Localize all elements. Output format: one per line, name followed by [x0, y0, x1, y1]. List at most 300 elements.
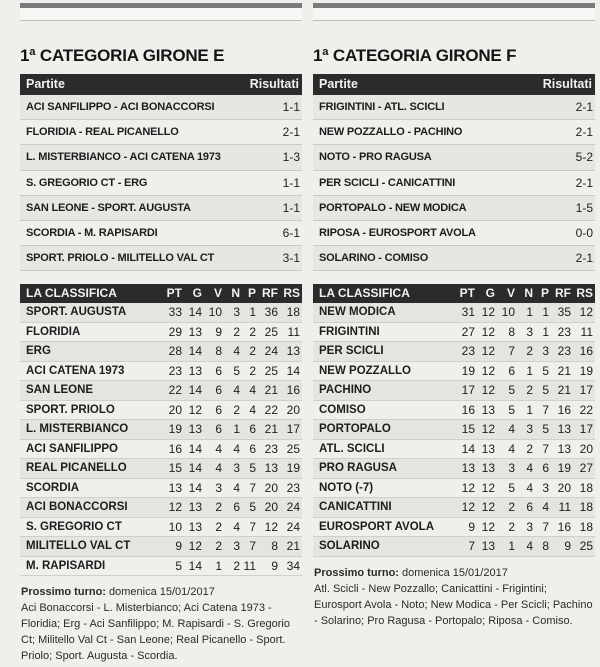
stat-cell: 2 [249, 324, 256, 339]
stat-cell: 22 [264, 402, 278, 417]
stat-cell: 24 [286, 500, 300, 515]
table-row [313, 459, 595, 479]
team-name: EUROSPORT AVOLA [319, 520, 435, 533]
stat-cell: 5 [249, 461, 256, 476]
stat-cell: 9 [215, 324, 222, 339]
column-header: RS [283, 286, 300, 301]
team-name: PRO RAGUSA [319, 462, 397, 475]
stat-cell: 3 [542, 344, 549, 359]
stat-cell: 3 [233, 539, 240, 554]
stat-cell: 6 [233, 500, 240, 515]
match-row [20, 171, 302, 196]
match-row [20, 95, 302, 120]
stat-cell: 2 [526, 383, 533, 398]
stat-cell: 19 [557, 461, 571, 476]
team-name: PER SCICLI [319, 345, 384, 358]
table-row [20, 323, 302, 343]
stat-cell: 12 [481, 324, 495, 339]
stat-cell: 8 [271, 539, 278, 554]
table-row [313, 342, 595, 362]
stat-cell: 25 [264, 363, 278, 378]
stat-cell: 13 [188, 500, 202, 515]
stat-cell: 14 [188, 441, 202, 456]
spacer [20, 271, 302, 284]
stat-cell: 4 [233, 519, 240, 534]
match-result: 1-1 [282, 200, 300, 215]
stat-cell: 3 [526, 422, 533, 437]
stat-cell: 1 [542, 324, 549, 339]
match-row [313, 95, 595, 120]
team-name: COMISO [319, 403, 366, 416]
match-row [313, 171, 595, 196]
column-header: RS [576, 286, 593, 301]
matches-header [313, 74, 595, 95]
stat-cell: 5 [175, 558, 182, 573]
stat-cell: 21 [557, 363, 571, 378]
stat-cell: 12 [264, 519, 278, 534]
stat-cell: 4 [233, 344, 240, 359]
stat-cell: 5 [542, 422, 549, 437]
results-header-label: Risultati [542, 77, 592, 91]
stat-cell: 19 [286, 461, 300, 476]
stat-cell: 23 [557, 344, 571, 359]
stat-cell: 21 [264, 383, 278, 398]
column-header: N [524, 286, 533, 301]
team-name: ATL. SCICLI [319, 442, 385, 455]
stat-cell: 21 [286, 539, 300, 554]
stat-cell: 23 [557, 324, 571, 339]
stat-cell: 14 [188, 480, 202, 495]
stat-cell: 7 [468, 539, 475, 554]
stat-cell: 4 [233, 441, 240, 456]
stat-cell: 5 [508, 402, 515, 417]
match-result: 2-1 [575, 175, 593, 190]
stat-cell: 6 [542, 461, 549, 476]
stat-cell: 4 [508, 422, 515, 437]
stat-cell: 1 [233, 422, 240, 437]
column-header: P [247, 286, 256, 301]
table-row [20, 381, 302, 401]
stat-cell: 12 [481, 344, 495, 359]
table-row [313, 303, 595, 323]
stat-cell: 13 [264, 461, 278, 476]
stat-cell: 7 [249, 480, 256, 495]
stat-cell: 21 [557, 383, 571, 398]
stat-cell: 20 [264, 500, 278, 515]
match-result: 2-1 [282, 125, 300, 140]
stat-cell: 17 [579, 422, 593, 437]
stat-cell: 18 [579, 519, 593, 534]
stat-cell: 12 [188, 539, 202, 554]
stat-cell: 16 [557, 402, 571, 417]
stat-cell: 12 [481, 500, 495, 515]
next-round-label: Prossimo turno: [21, 586, 106, 599]
stat-cell: 4 [215, 441, 222, 456]
stat-cell: 6 [526, 500, 533, 515]
stat-cell: 2 [233, 558, 240, 573]
column-header: PT [166, 286, 182, 301]
stat-cell: 13 [481, 461, 495, 476]
stat-cell: 2 [526, 441, 533, 456]
stat-cell: 7 [542, 402, 549, 417]
top-rule [20, 3, 302, 21]
column-header: RF [262, 286, 278, 301]
column-header: V [213, 286, 222, 301]
stat-cell: 2 [233, 324, 240, 339]
column-header: N [231, 286, 240, 301]
stat-cell: 12 [461, 480, 475, 495]
stat-cell: 20 [286, 402, 300, 417]
stat-cell: 23 [461, 344, 475, 359]
stat-cell: 5 [542, 383, 549, 398]
matches-list [313, 95, 595, 271]
stat-cell: 13 [188, 422, 202, 437]
column-header: G [485, 286, 495, 301]
stat-cell: 12 [481, 383, 495, 398]
stat-cell: 2 [249, 363, 256, 378]
table-row [20, 498, 302, 518]
stat-cell: 27 [461, 324, 475, 339]
stat-cell: 5 [249, 500, 256, 515]
next-round-fixtures: Atl. Scicli - New Pozzallo; Canicattini - Frigintini; Eurosport Avola - Noto; New Modica - Per Scicli; Pachino - Solarino; Pro Ragusa - Portopalo; Riposa - Comiso. [314, 582, 593, 627]
stat-cell: 3 [542, 480, 549, 495]
stat-cell: 5 [508, 383, 515, 398]
spacer [313, 271, 595, 284]
match-result: 2-1 [575, 125, 593, 140]
stat-cell: 13 [557, 441, 571, 456]
stat-cell: 3 [233, 461, 240, 476]
table-row [313, 518, 595, 538]
standings-table [20, 303, 302, 576]
standings-header [313, 284, 595, 303]
match-row [20, 246, 302, 271]
team-name: ACI SANFILIPPO [26, 442, 119, 455]
team-name: ACI BONACCORSI [26, 501, 128, 514]
stat-cell: 12 [188, 402, 202, 417]
standings-title: LA CLASSIFICA [319, 286, 410, 301]
stat-cell: 9 [564, 539, 571, 554]
team-name: PACHINO [319, 384, 372, 397]
table-row [313, 479, 595, 499]
section-title: 1ª CATEGORIA GIRONE E [20, 46, 225, 65]
table-row [20, 557, 302, 577]
table-row [313, 362, 595, 382]
stat-cell: 4 [249, 402, 256, 417]
stat-cell: 12 [481, 480, 495, 495]
table-row [20, 440, 302, 460]
column-header: RF [555, 286, 571, 301]
stat-cell: 25 [579, 539, 593, 554]
stat-cell: 14 [188, 383, 202, 398]
stat-cell: 13 [188, 324, 202, 339]
stat-cell: 13 [286, 344, 300, 359]
standings-header [20, 284, 302, 303]
table-row [313, 420, 595, 440]
stat-cell: 4 [249, 383, 256, 398]
table-row [20, 342, 302, 362]
matches-header-label: Partite [26, 77, 65, 91]
stat-cell: 20 [264, 480, 278, 495]
stat-cell: 14 [188, 344, 202, 359]
stat-cell: 10 [168, 519, 182, 534]
team-name: PORTOPALO [319, 423, 391, 436]
stat-cell: 12 [461, 500, 475, 515]
table-row [313, 401, 595, 421]
table-row [20, 518, 302, 538]
match-row [313, 221, 595, 246]
stat-cell: 4 [233, 480, 240, 495]
stat-cell: 19 [461, 363, 475, 378]
standings-title: LA CLASSIFICA [26, 286, 117, 301]
stat-cell: 2 [249, 344, 256, 359]
stat-cell: 16 [286, 383, 300, 398]
match-teams: SOLARINO - COMISO [319, 252, 429, 265]
stat-cell: 18 [579, 480, 593, 495]
stat-cell: 7 [542, 441, 549, 456]
stat-cell: 15 [461, 422, 475, 437]
stat-cell: 12 [481, 519, 495, 534]
match-row [313, 246, 595, 271]
stat-cell: 16 [557, 519, 571, 534]
team-name: REAL PICANELLO [26, 462, 127, 475]
stat-cell: 6 [215, 383, 222, 398]
table-row [313, 537, 595, 557]
next-round [313, 565, 595, 629]
stat-cell: 16 [579, 344, 593, 359]
stat-cell: 7 [249, 539, 256, 554]
stat-cell: 33 [168, 305, 182, 320]
stat-cell: 2 [215, 500, 222, 515]
stat-cell: 2 [215, 519, 222, 534]
stat-cell: 20 [168, 402, 182, 417]
stat-cell: 4 [233, 383, 240, 398]
team-name: FRIGINTINI [319, 325, 380, 338]
top-rule [313, 3, 595, 21]
match-row [313, 196, 595, 221]
stat-cell: 4 [526, 539, 533, 554]
stat-cell: 4 [508, 441, 515, 456]
stat-cell: 20 [579, 441, 593, 456]
team-name: FLORIDIA [26, 325, 81, 338]
stat-cell: 3 [233, 305, 240, 320]
match-teams: ACI SANFILIPPO - ACI BONACCORSI [26, 101, 215, 114]
stat-cell: 13 [481, 539, 495, 554]
stat-cell: 10 [501, 305, 515, 320]
stat-cell: 25 [264, 324, 278, 339]
team-name: SOLARINO [319, 540, 380, 553]
match-row [20, 196, 302, 221]
stat-cell: 4 [526, 461, 533, 476]
stat-cell: 28 [168, 344, 182, 359]
table-row [20, 479, 302, 499]
stat-cell: 18 [286, 305, 300, 320]
stat-cell: 17 [461, 383, 475, 398]
stat-cell: 14 [188, 461, 202, 476]
stat-cell: 5 [233, 363, 240, 378]
match-row [20, 120, 302, 145]
matches-header-label: Partite [319, 77, 358, 91]
stat-cell: 6 [215, 363, 222, 378]
matches-list [20, 95, 302, 271]
stat-cell: 17 [579, 383, 593, 398]
team-name: S. GREGORIO CT [26, 520, 122, 533]
stat-cell: 14 [286, 363, 300, 378]
column-header: P [540, 286, 549, 301]
stat-cell: 9 [271, 558, 278, 573]
stat-cell: 4 [542, 500, 549, 515]
match-result: 1-1 [282, 100, 300, 115]
match-teams: SCORDIA - M. RAPISARDI [26, 227, 158, 240]
stat-cell: 31 [461, 305, 475, 320]
stat-cell: 3 [526, 324, 533, 339]
stat-cell: 16 [461, 402, 475, 417]
stat-cell: 1 [215, 558, 222, 573]
girone-e-column [20, 0, 302, 664]
stat-cell: 1 [526, 305, 533, 320]
stat-cell: 12 [481, 305, 495, 320]
match-teams: NOTO - PRO RAGUSA [319, 151, 432, 164]
standings-table [313, 303, 595, 557]
stat-cell: 4 [215, 461, 222, 476]
match-teams: PER SCICLI - CANICATTINI [319, 176, 456, 189]
stat-cell: 8 [542, 539, 549, 554]
column-header: G [192, 286, 202, 301]
stat-cell: 9 [175, 539, 182, 554]
match-result: 1-1 [282, 175, 300, 190]
stat-cell: 3 [508, 461, 515, 476]
match-result: 0-0 [575, 226, 593, 241]
stat-cell: 2 [215, 539, 222, 554]
stat-cell: 14 [188, 305, 202, 320]
match-result: 2-1 [575, 100, 593, 115]
next-round-fixtures: Aci Bonaccorsi - L. Misterbianco; Aci Catena 1973 - Floridia; Erg - Aci Sanfilippo; M. Rapisardi - S. Gregorio Ct; Militello Val Ct - San Leone; Real Picanello - Sport. Priolo; Sport. Augusta - Scordia. [21, 602, 290, 663]
match-row [313, 145, 595, 170]
stat-cell: 13 [481, 402, 495, 417]
section-title: 1ª CATEGORIA GIRONE F [313, 46, 517, 65]
table-row [20, 420, 302, 440]
stat-cell: 27 [579, 461, 593, 476]
stat-cell: 4 [526, 480, 533, 495]
stat-cell: 18 [579, 500, 593, 515]
team-name: NEW MODICA [319, 306, 396, 319]
match-result: 6-1 [282, 226, 300, 241]
stat-cell: 35 [557, 305, 571, 320]
table-row [20, 459, 302, 479]
stat-cell: 1 [508, 539, 515, 554]
stat-cell: 12 [481, 422, 495, 437]
match-teams: NEW POZZALLO - PACHINO [319, 126, 463, 139]
match-teams: S. GREGORIO CT - ERG [26, 176, 148, 189]
table-row [313, 498, 595, 518]
stat-cell: 22 [579, 402, 593, 417]
stat-cell: 13 [461, 461, 475, 476]
stat-cell: 20 [557, 480, 571, 495]
stat-cell: 23 [264, 441, 278, 456]
match-row [20, 221, 302, 246]
stat-cell: 1 [249, 305, 256, 320]
stat-cell: 24 [286, 519, 300, 534]
stat-cell: 6 [249, 422, 256, 437]
stat-cell: 8 [508, 324, 515, 339]
stat-cell: 5 [542, 363, 549, 378]
stat-cell: 7 [508, 344, 515, 359]
stat-cell: 25 [286, 441, 300, 456]
stat-cell: 2 [508, 500, 515, 515]
stat-cell: 23 [286, 480, 300, 495]
stat-cell: 1 [526, 363, 533, 378]
stat-cell: 13 [188, 363, 202, 378]
table-row [313, 440, 595, 460]
stat-cell: 19 [168, 422, 182, 437]
stat-cell: 14 [461, 441, 475, 456]
stat-cell: 6 [215, 402, 222, 417]
stat-cell: 6 [215, 422, 222, 437]
match-result: 3-1 [282, 251, 300, 266]
match-result: 1-3 [282, 150, 300, 165]
table-row [313, 323, 595, 343]
match-teams: RIPOSA - EUROSPORT AVOLA [319, 227, 476, 240]
team-name: SAN LEONE [26, 384, 94, 397]
stat-cell: 17 [286, 422, 300, 437]
match-row [313, 120, 595, 145]
match-teams: FLORIDIA - REAL PICANELLO [26, 126, 179, 139]
table-row [20, 303, 302, 323]
table-row [20, 362, 302, 382]
stat-cell: 11 [558, 500, 571, 515]
match-teams: FRIGINTINI - ATL. SCICLI [319, 101, 445, 114]
match-teams: PORTOPALO - NEW MODICA [319, 201, 467, 214]
stat-cell: 2 [526, 344, 533, 359]
stat-cell: 11 [287, 324, 300, 339]
stat-cell: 10 [208, 305, 222, 320]
team-name: M. RAPISARDI [26, 559, 106, 572]
stat-cell: 13 [557, 422, 571, 437]
next-round-label: Prossimo turno: [314, 566, 399, 579]
stat-cell: 22 [168, 383, 182, 398]
stat-cell: 1 [542, 305, 549, 320]
stat-cell: 13 [481, 441, 495, 456]
column-header: V [506, 286, 515, 301]
table-row [20, 537, 302, 557]
stat-cell: 13 [188, 519, 202, 534]
stat-cell: 12 [168, 500, 182, 515]
matches-header [20, 74, 302, 95]
stat-cell: 23 [168, 363, 182, 378]
table-row [313, 381, 595, 401]
team-name: SPORT. AUGUSTA [26, 306, 127, 319]
stat-cell: 11 [243, 558, 256, 573]
stat-cell: 12 [481, 363, 495, 378]
stat-cell: 2 [508, 519, 515, 534]
table-row [20, 401, 302, 421]
stat-cell: 14 [188, 558, 202, 573]
match-result: 5-2 [575, 150, 593, 165]
team-name: L. MISTERBIANCO [26, 423, 129, 436]
stat-cell: 7 [542, 519, 549, 534]
stat-cell: 34 [286, 558, 300, 573]
stat-cell: 11 [580, 324, 593, 339]
stat-cell: 16 [168, 441, 182, 456]
match-result: 1-5 [575, 200, 593, 215]
team-name: MILITELLO VAL CT [26, 540, 131, 553]
column-header: PT [459, 286, 475, 301]
stat-cell: 1 [526, 402, 533, 417]
match-row [20, 145, 302, 170]
stat-cell: 3 [215, 480, 222, 495]
girone-f-column [313, 0, 595, 629]
stat-cell: 12 [579, 305, 593, 320]
stat-cell: 29 [168, 324, 182, 339]
